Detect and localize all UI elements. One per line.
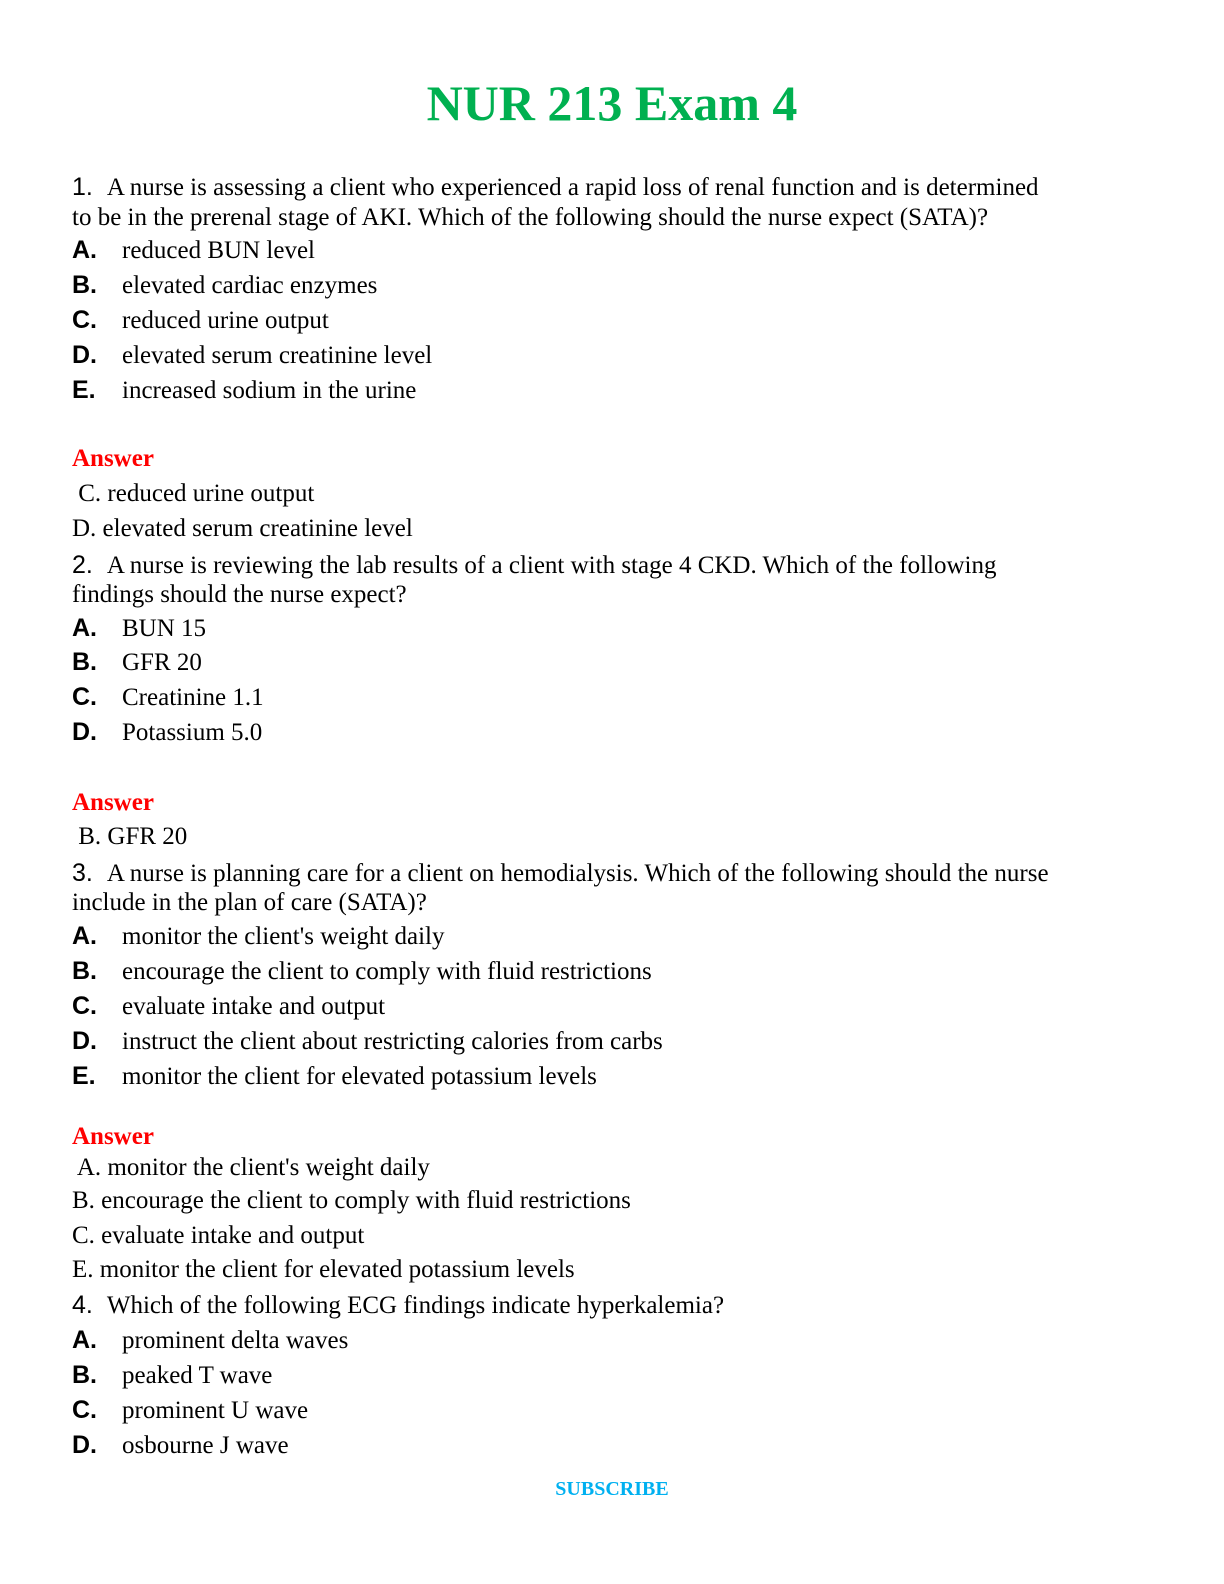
option: A. BUN 15 [72, 614, 207, 642]
answer-item: C. reduced urine output [72, 480, 315, 507]
option: D. elevated serum creatinine level [72, 341, 433, 369]
option: C. evaluate intake and output [72, 992, 386, 1020]
answer-item: D. elevated serum creatinine level [72, 515, 413, 542]
answer-item: B. GFR 20 [72, 823, 188, 850]
answer-label: Answer [72, 1123, 154, 1150]
option: C. prominent U wave [72, 1396, 309, 1424]
question-number: 1. [72, 173, 93, 201]
subscribe-link[interactable]: SUBSCRIBE [555, 1478, 669, 1500]
question-3-stem-cont: include in the plan of care (SATA)? [72, 889, 427, 916]
option: D. instruct the client about restricting calories from carbs [72, 1027, 663, 1055]
option: B. peaked T wave [72, 1361, 273, 1389]
option: C. reduced urine output [72, 306, 329, 334]
question-2-stem-cont: findings should the nurse expect? [72, 581, 407, 608]
option: A. reduced BUN level [72, 236, 315, 264]
question-3-stem: 3. A nurse is planning care for a client on hemodialysis. Which of the following should the nurse [72, 859, 1049, 887]
answer-item: C. evaluate intake and output [72, 1222, 365, 1249]
option: B. GFR 20 [72, 648, 202, 676]
question-4-stem: 4. Which of the following ECG findings indicate hyperkalemia? [72, 1291, 725, 1319]
option: B. encourage the client to comply with fluid restrictions [72, 957, 652, 985]
option: B. elevated cardiac enzymes [72, 271, 378, 299]
option: C. Creatinine 1.1 [72, 683, 264, 711]
option: D. Potassium 5.0 [72, 718, 263, 746]
page-title: NUR 213 Exam 4 [426, 75, 798, 131]
question-1-stem-cont: to be in the prerenal stage of AKI. Which of the following should the nurse expect (SATA)? [72, 204, 989, 231]
option: E. monitor the client for elevated potassium levels [72, 1062, 597, 1090]
option: A. monitor the client's weight daily [72, 922, 445, 950]
answer-item: A. monitor the client's weight daily [72, 1154, 430, 1181]
option: D. osbourne J wave [72, 1431, 289, 1459]
option: A. prominent delta waves [72, 1326, 349, 1354]
answer-label: Answer [72, 789, 154, 816]
option: E. increased sodium in the urine [72, 376, 417, 404]
question-1-stem: 1. A nurse is assessing a client who experienced a rapid loss of renal function and is determined [72, 173, 1039, 201]
question-2-stem: 2. A nurse is reviewing the lab results of a client with stage 4 CKD. Which of the following [72, 551, 997, 579]
answer-item: E. monitor the client for elevated potassium levels [72, 1256, 575, 1283]
answer-label: Answer [72, 445, 154, 472]
answer-item: B. encourage the client to comply with fluid restrictions [72, 1187, 631, 1214]
